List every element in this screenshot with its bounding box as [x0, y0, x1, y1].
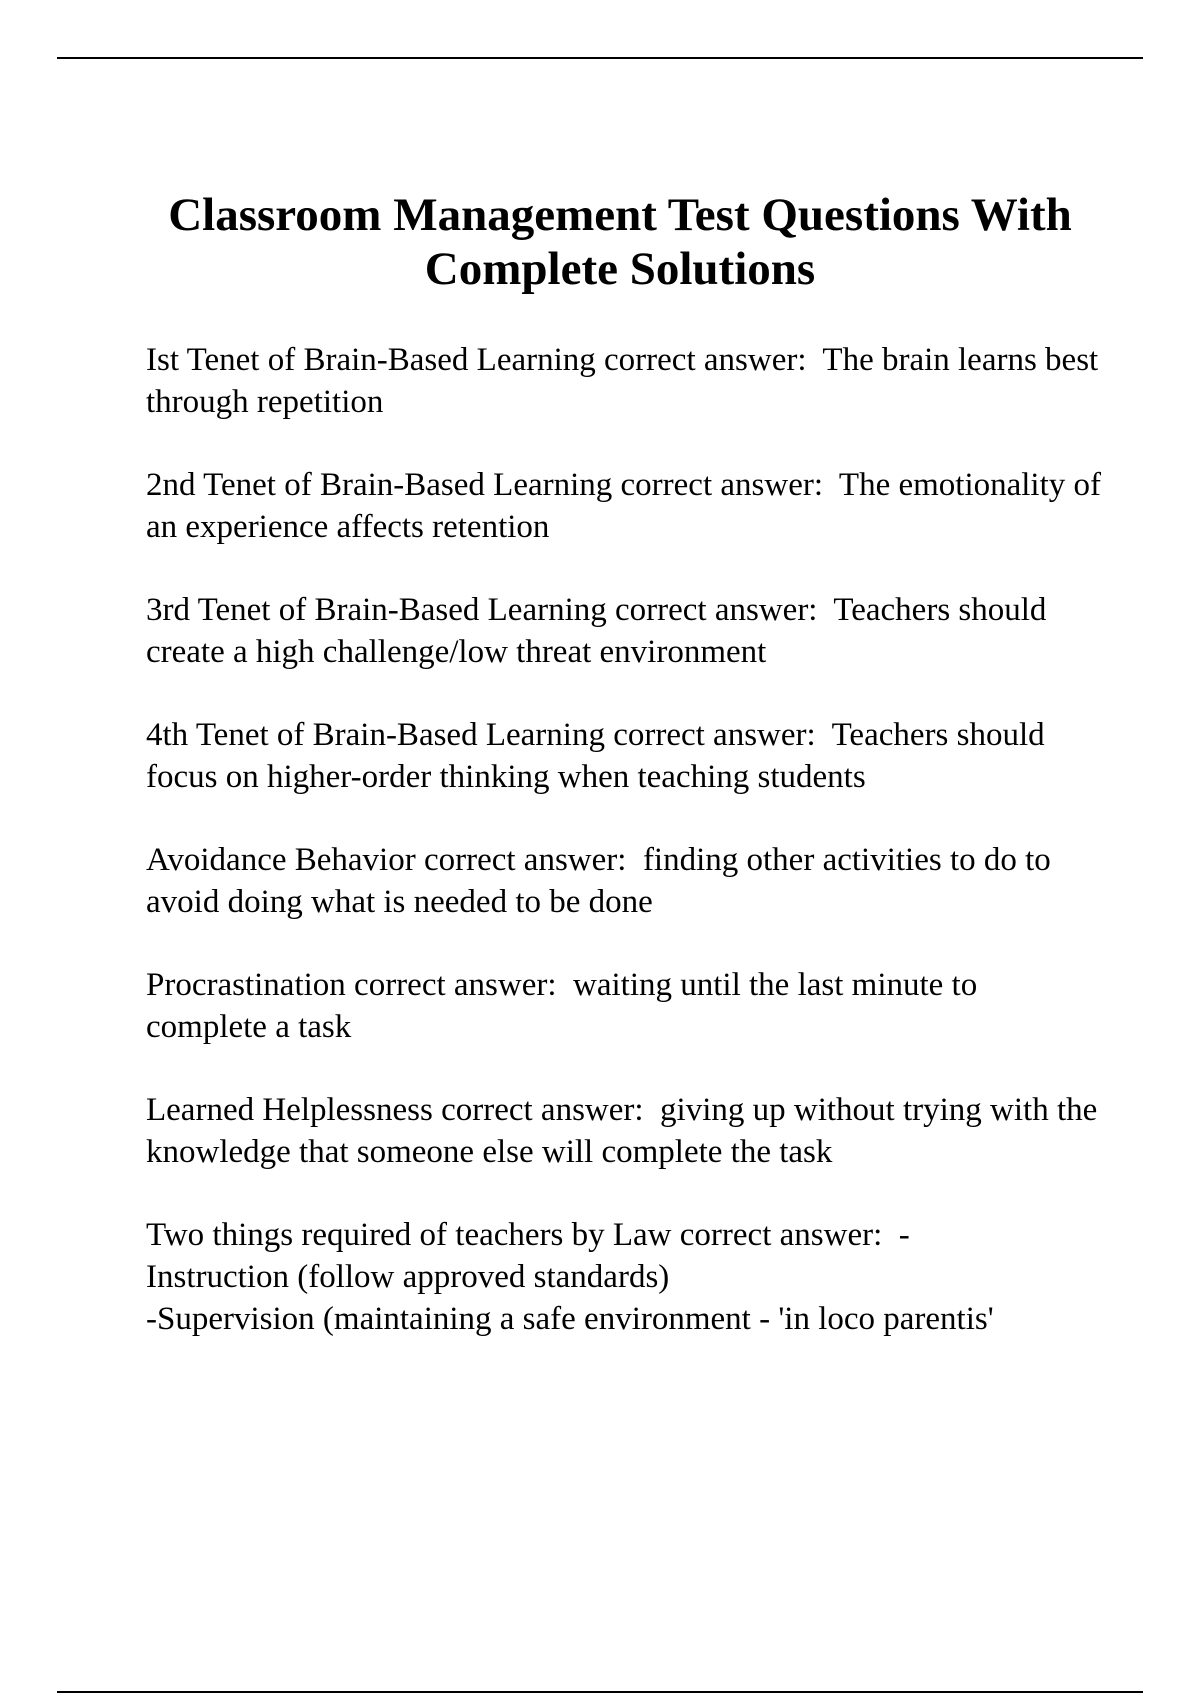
qa-list: [146, 339, 1110, 1381]
entry-answer-label: correct answer:: [345, 967, 574, 1003]
entry-answer: The brain learns best through repetition: [146, 342, 1107, 420]
qa-entry: [146, 589, 1106, 673]
title-line-2: Complete Solutions: [424, 243, 816, 295]
entry-term: 3rd Tenet of Brain-Based Learning: [146, 592, 607, 628]
qa-entry: [146, 464, 1110, 548]
entry-answer-label: correct answer:: [604, 717, 832, 753]
entry-answer: Teachers should focus on higher-order thinking when teaching students: [146, 717, 1053, 795]
entry-answer-label: correct answer:: [612, 467, 839, 503]
entry-term: Two things required of teachers by Law: [146, 1217, 672, 1253]
entry-answer-label: correct answer:: [432, 1092, 661, 1128]
entry-term: Learned Helplessness: [146, 1092, 433, 1128]
entry-answer-label: correct answer:: [415, 842, 643, 878]
page-title: [130, 188, 1110, 296]
title-line-1: Classroom Management Test Questions With: [168, 189, 1072, 241]
entry-answer: waiting until the last minute to complete a task: [146, 967, 986, 1045]
entry-answer: Teachers should create a high challenge/low threat environment: [146, 592, 1055, 670]
top-divider: [57, 57, 1143, 59]
qa-entry: [146, 1214, 1106, 1340]
qa-entry: [146, 339, 1106, 423]
qa-entry: [146, 839, 1106, 923]
entry-term: 2nd Tenet of Brain-Based Learning: [146, 467, 613, 503]
qa-entry: [146, 1089, 1106, 1173]
entry-term: Procrastination: [146, 967, 346, 1003]
qa-entry: [146, 714, 1106, 798]
entry-term: 4th Tenet of Brain-Based Learning: [146, 717, 605, 753]
entry-term: Ist Tenet of Brain-Based Learning: [146, 342, 596, 378]
entry-answer: - Instruction (follow approved standards) -Supervision (maintaining a safe environment - 'in loco parentis': [146, 1217, 994, 1337]
qa-entry: [146, 964, 1106, 1048]
entry-answer-label: correct answer:: [606, 592, 834, 628]
entry-answer: finding other activities to do to avoid doing what is needed to be done: [146, 842, 1060, 920]
entry-answer: The emotionality of an experience affects retention: [146, 467, 1110, 545]
entry-answer: giving up without trying with the knowledge that someone else will complete the task: [146, 1092, 1106, 1170]
entry-answer-label: correct answer:: [671, 1217, 899, 1253]
entry-term: Avoidance Behavior: [146, 842, 416, 878]
bottom-divider: [57, 1691, 1143, 1693]
entry-answer-label: correct answer:: [595, 342, 823, 378]
